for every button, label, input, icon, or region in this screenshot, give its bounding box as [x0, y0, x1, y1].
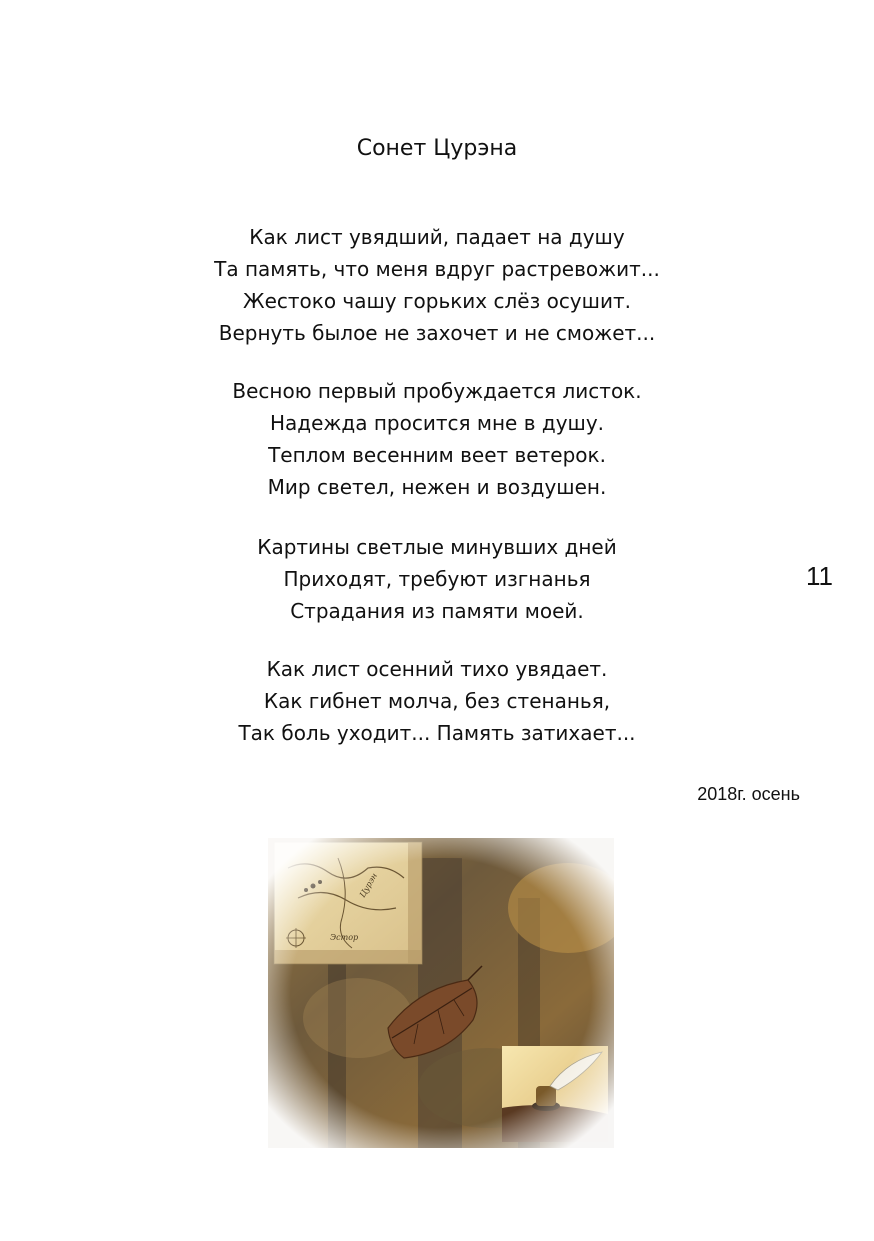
stanza-3 — [0, 531, 874, 627]
poem-line: Та память, что меня вдруг растревожит... — [214, 257, 660, 281]
page-number: 11 — [806, 561, 833, 591]
poem-line: Надежда просится мне в душу. — [269, 411, 605, 435]
poem-line: Приходят, требуют изгнанья — [283, 567, 591, 591]
poem-line: Вернуть былое не захочет и не сможет... — [218, 321, 656, 345]
poem-line: Теплом весенним веет ветерок. — [268, 443, 606, 467]
poem-line: Жестоко чашу горьких слёз осушит. — [243, 289, 631, 313]
poem-line: Как лист увядший, падает на душу — [249, 225, 625, 249]
poem-line: Весною первый пробуждается листок. — [232, 379, 642, 403]
poem-line: Мир светел, нежен и воздушен. — [267, 475, 607, 499]
poem-title: Сонет Цурэна — [356, 136, 518, 161]
stanza-1 — [0, 221, 874, 349]
poem-line: Так боль уходит... Память затихает... — [238, 721, 636, 745]
poem-date: 2018г. осень — [697, 784, 800, 804]
autumn-collage-image — [268, 838, 614, 1148]
poem-line: Как гибнет молча, без стенанья, — [263, 689, 611, 713]
poem-line: Картины светлые минувших дней — [257, 535, 617, 559]
stanza-2 — [0, 375, 874, 503]
poem-line: Как лист осенний тихо увядает. — [266, 657, 608, 681]
poem-line: Страдания из памяти моей. — [290, 599, 584, 623]
stanza-4 — [0, 653, 874, 749]
